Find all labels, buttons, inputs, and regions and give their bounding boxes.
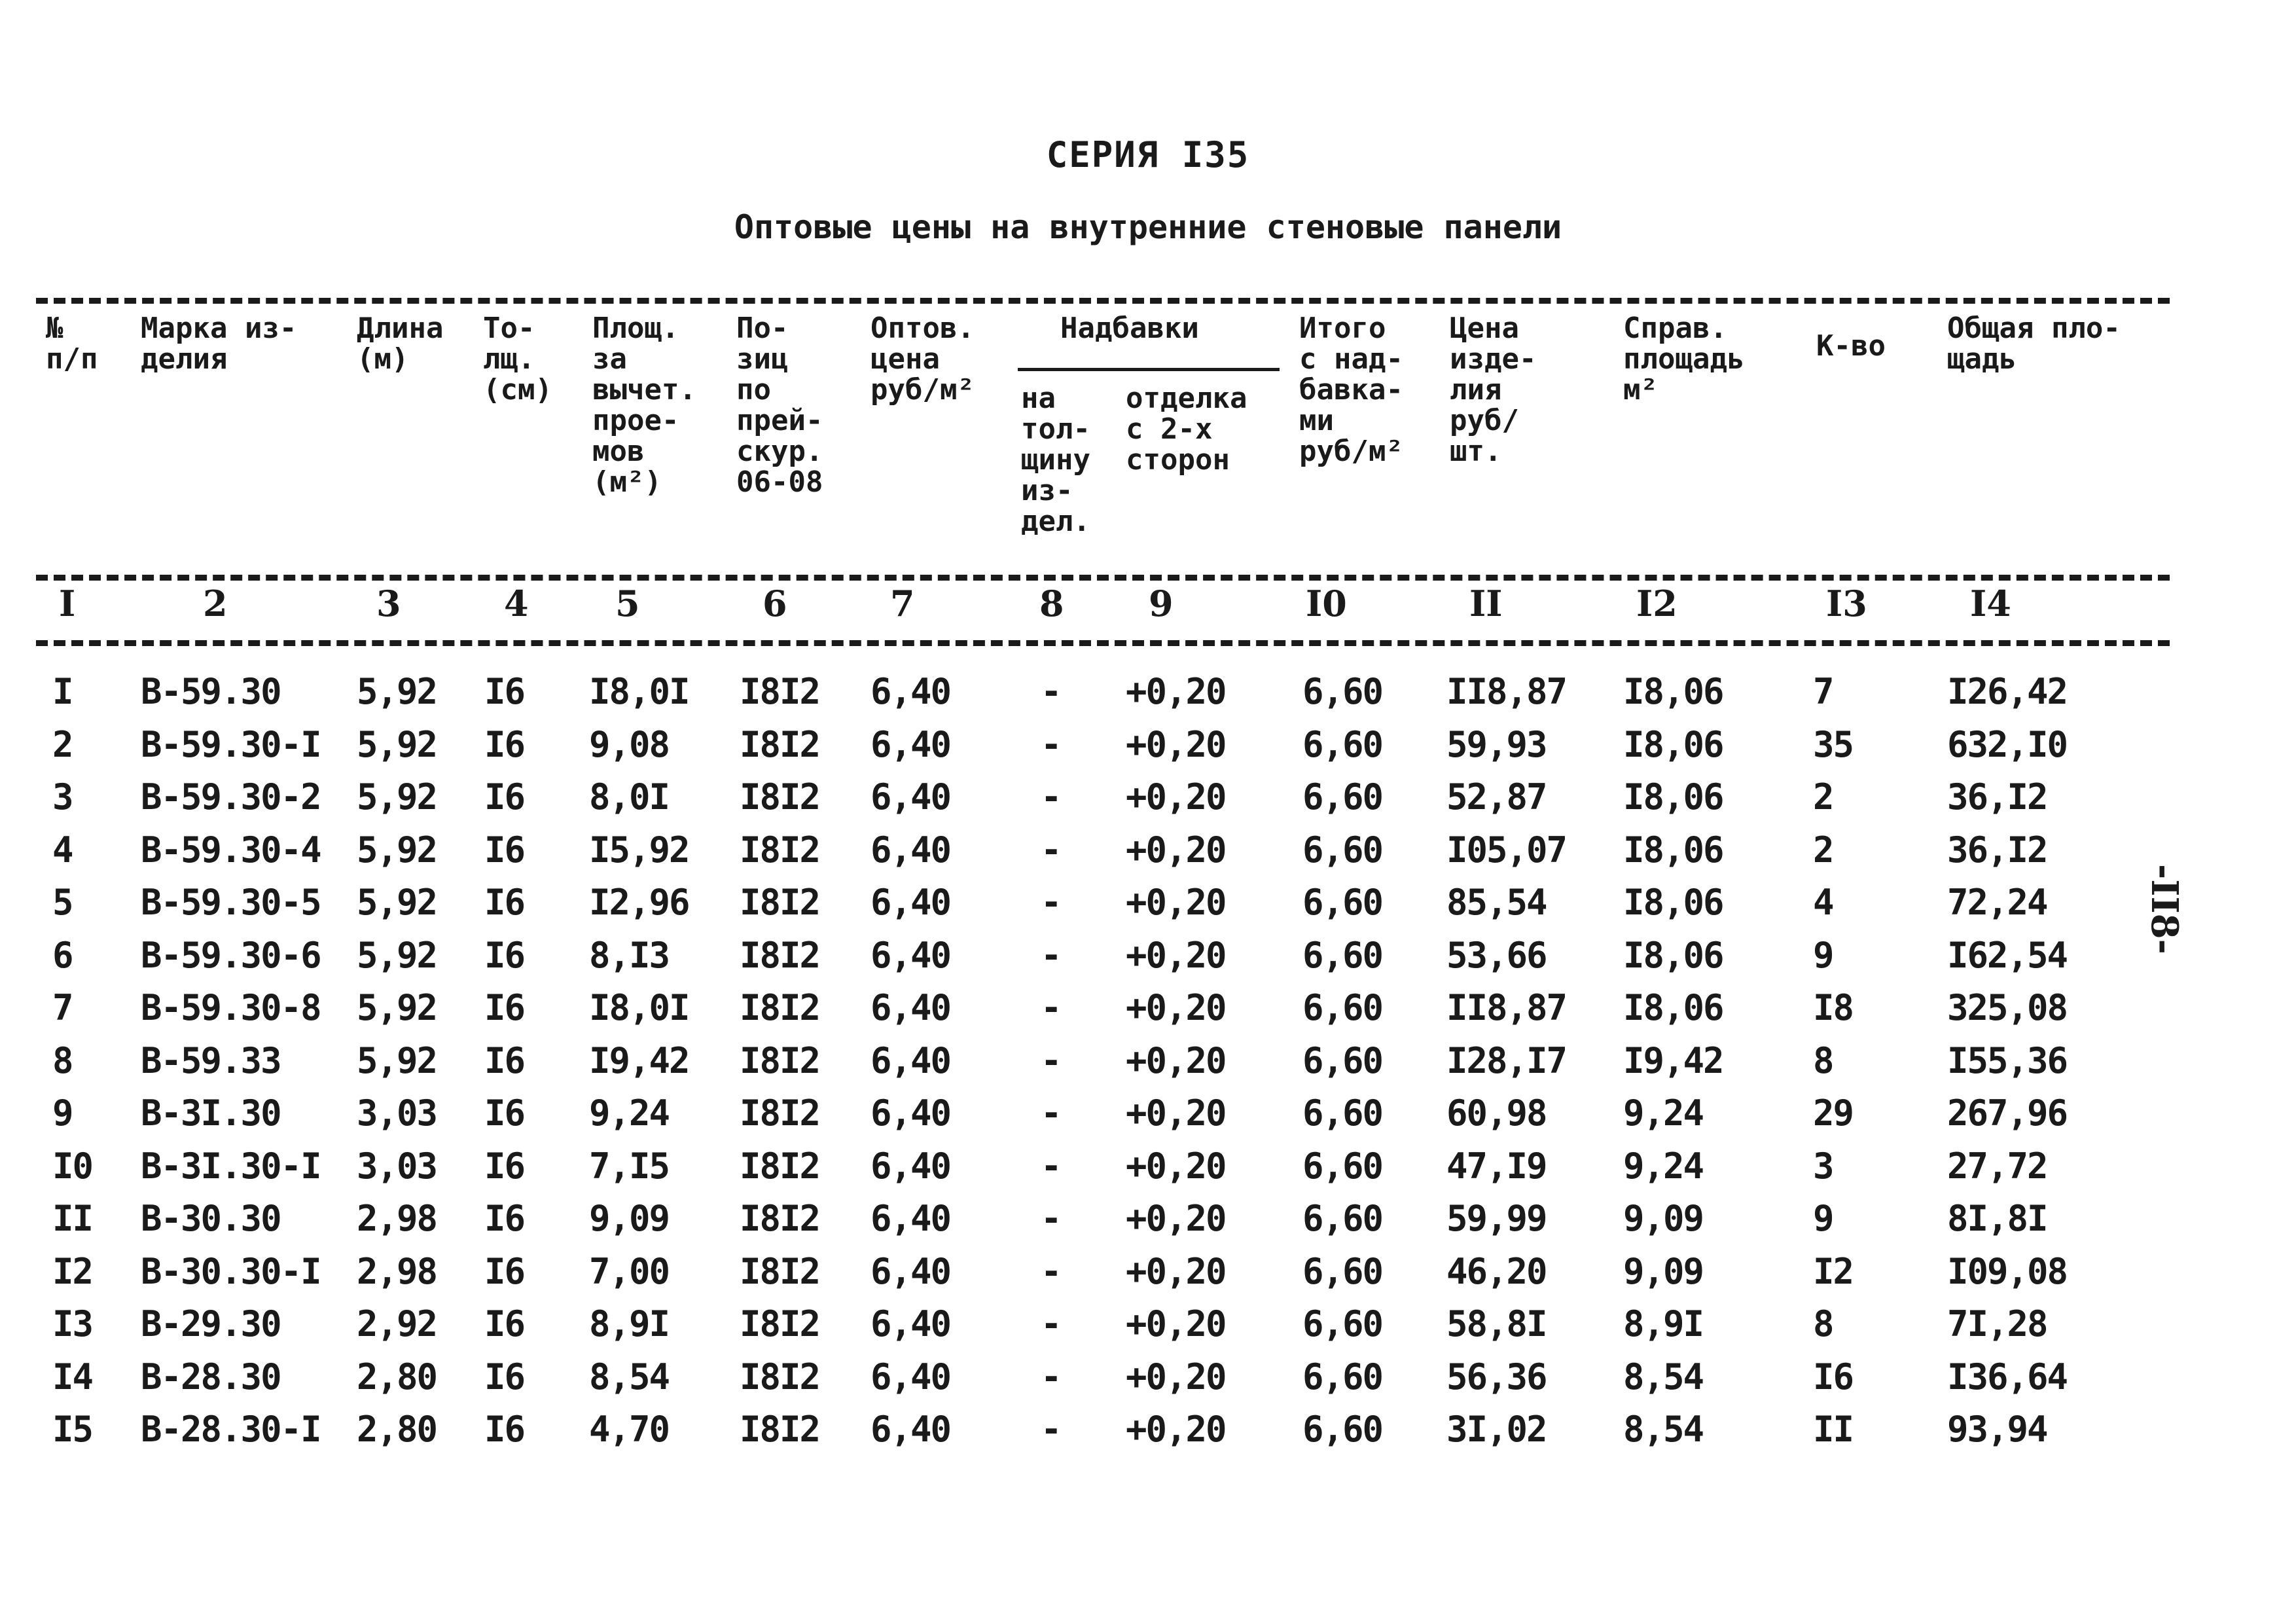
table-cell: -	[1041, 987, 1061, 1028]
table-cell: В-59.30-8	[141, 987, 321, 1028]
table-cell: 6,40	[870, 671, 951, 712]
table-cell: 6,60	[1302, 671, 1383, 712]
table-cell: -	[1041, 1198, 1061, 1239]
table-cell: I8I2	[740, 1250, 820, 1292]
table-cell: II	[52, 1198, 93, 1239]
table-cell: В-59.30-I	[141, 723, 321, 765]
table-cell: I6	[484, 882, 525, 923]
page-number: -II8-	[2143, 864, 2186, 954]
table-cell: 9,08	[589, 723, 670, 765]
table-cell: +0,20	[1126, 1356, 1226, 1398]
col-number: I3	[1826, 583, 1867, 624]
table-cell: 29	[1813, 1092, 1854, 1134]
table-cell: 325,08	[1947, 987, 2068, 1028]
col-header-12: Справ. площадь м²	[1623, 312, 1745, 406]
table-cell: I6	[484, 934, 525, 976]
table-cell: I8I2	[740, 1145, 820, 1187]
table-cell: 5,92	[357, 987, 437, 1028]
table-cell: 3,03	[357, 1092, 437, 1134]
table-cell: 9,24	[589, 1092, 670, 1134]
table-cell: 6,60	[1302, 1145, 1383, 1187]
table-cell: I8	[1813, 987, 1854, 1028]
table-cell: 2	[52, 723, 73, 765]
table-cell: -	[1041, 776, 1061, 818]
table-cell: 59,99	[1446, 1198, 1547, 1239]
table-cell: 4,70	[589, 1409, 670, 1450]
table-cell: 6,60	[1302, 1198, 1383, 1239]
table-cell: I36,64	[1947, 1356, 2068, 1398]
table-cell: I4	[52, 1356, 93, 1398]
table-cell: 6,40	[870, 882, 951, 923]
table-cell: -	[1041, 829, 1061, 871]
table-cell: 8,54	[589, 1356, 670, 1398]
table-cell: I6	[484, 1145, 525, 1187]
table-cell: 8I,8I	[1947, 1198, 2047, 1239]
table-cell: 3	[1813, 1145, 1833, 1187]
table-cell: I26,42	[1947, 671, 2068, 712]
col-number: 3	[376, 583, 401, 624]
table-cell: 6,40	[870, 1409, 951, 1450]
table-cell: 6,60	[1302, 1092, 1383, 1134]
col-header-group-nadbavki: Надбавки	[1060, 312, 1199, 345]
table-cell: I8,06	[1623, 671, 1723, 712]
table-cell: 36,I2	[1947, 776, 2047, 818]
table-cell: I	[52, 671, 73, 712]
table-cell: 6,60	[1302, 1409, 1383, 1450]
table-cell: I8I2	[740, 1198, 820, 1239]
table-cell: 2,92	[357, 1303, 437, 1344]
table-cell: 6,60	[1302, 987, 1383, 1028]
table-cell: +0,20	[1126, 1303, 1226, 1344]
table-cell: 9	[1813, 1198, 1833, 1239]
table-cell: 8,54	[1623, 1356, 1704, 1398]
table-cell: I05,07	[1446, 829, 1567, 871]
table-cell: В-3I.30-I	[141, 1145, 321, 1187]
table-cell: 2,80	[357, 1409, 437, 1450]
table-cell: 6,60	[1302, 1039, 1383, 1081]
table-cell: В-3I.30	[141, 1092, 281, 1134]
table-cell: -	[1041, 934, 1061, 976]
table-cell: I6	[484, 1303, 525, 1344]
table-cell: В-29.30	[141, 1303, 281, 1344]
header-top-rule	[36, 298, 2170, 304]
table-cell: 2,80	[357, 1356, 437, 1398]
table-cell: 5	[52, 882, 73, 923]
table-cell: 9,09	[1623, 1250, 1704, 1292]
table-cell: 93,94	[1947, 1409, 2047, 1450]
table-cell: I2,96	[589, 882, 689, 923]
table-cell: 6,60	[1302, 776, 1383, 818]
table-cell: I6	[484, 776, 525, 818]
table-cell: +0,20	[1126, 671, 1226, 712]
table-cell: -	[1041, 723, 1061, 765]
table-cell: 47,I9	[1446, 1145, 1547, 1187]
table-cell: I8I2	[740, 776, 820, 818]
col-number: 4	[504, 583, 529, 624]
table-cell: I55,36	[1947, 1039, 2068, 1081]
col-header-14: Общая пло- щадь	[1947, 312, 2121, 376]
table-cell: В-59.30-4	[141, 829, 321, 871]
table-cell: В-30.30	[141, 1198, 281, 1239]
table-cell: I6	[484, 1409, 525, 1450]
table-cell: 58,8I	[1446, 1303, 1547, 1344]
table-cell: 4	[52, 829, 73, 871]
table-cell: 6,40	[870, 776, 951, 818]
table-cell: 46,20	[1446, 1250, 1547, 1292]
table-cell: I6	[484, 829, 525, 871]
table-cell: 6,40	[870, 1092, 951, 1134]
col-header-6: По- зиц по прей- скур. 06-08	[736, 312, 823, 499]
table-cell: В-59.30-2	[141, 776, 321, 818]
table-cell: -	[1041, 1145, 1061, 1187]
table-cell: 5,92	[357, 776, 437, 818]
table-cell: I8,06	[1623, 723, 1723, 765]
table-cell: 7	[52, 987, 73, 1028]
table-cell: I62,54	[1947, 934, 2068, 976]
table-cell: 9,09	[589, 1198, 670, 1239]
table-cell: В-28.30	[141, 1356, 281, 1398]
table-cell: I8I2	[740, 1303, 820, 1344]
table-cell: 6,60	[1302, 934, 1383, 976]
table-cell: I8I2	[740, 882, 820, 923]
table-cell: II8,87	[1446, 987, 1567, 1028]
table-cell: I2	[52, 1250, 93, 1292]
table-cell: 2	[1813, 829, 1833, 871]
table-cell: 2,98	[357, 1198, 437, 1239]
table-cell: 6,40	[870, 829, 951, 871]
table-cell: 6,60	[1302, 882, 1383, 923]
col-number: 7	[890, 583, 915, 624]
table-cell: I8I2	[740, 987, 820, 1028]
table-cell: 9,24	[1623, 1092, 1704, 1134]
table-cell: 5,92	[357, 882, 437, 923]
table-cell: I6	[484, 723, 525, 765]
col-number: II	[1469, 583, 1503, 624]
header-bottom-rule	[36, 575, 2170, 581]
col-number: I2	[1636, 583, 1677, 624]
table-cell: В-30.30-I	[141, 1250, 321, 1292]
table-cell: 6,40	[870, 1145, 951, 1187]
table-cell: 6,40	[870, 934, 951, 976]
table-cell: 6,40	[870, 1039, 951, 1081]
col-header-4: То- лщ. (см)	[483, 312, 552, 406]
table-cell: 3I,02	[1446, 1409, 1547, 1450]
col-header-1: № п/п	[46, 312, 98, 376]
col-header-8: на тол- щину из- дел.	[1021, 382, 1090, 538]
table-cell: I6	[1813, 1356, 1854, 1398]
table-cell: 267,96	[1947, 1092, 2068, 1134]
table-cell: +0,20	[1126, 829, 1226, 871]
table-cell: I6	[484, 1356, 525, 1398]
table-cell: +0,20	[1126, 1198, 1226, 1239]
table-cell: 2,98	[357, 1250, 437, 1292]
table-cell: 8,0I	[589, 776, 670, 818]
table-cell: 72,24	[1947, 882, 2047, 923]
table-cell: 9,24	[1623, 1145, 1704, 1187]
table-cell: I0	[52, 1145, 93, 1187]
col-header-10: Итого с над- бавка- ми руб/м²	[1299, 312, 1403, 468]
table-cell: 6,60	[1302, 1250, 1383, 1292]
col-number: 9	[1149, 583, 1174, 624]
table-cell: 7,I5	[589, 1145, 670, 1187]
table-cell: 6,40	[870, 1198, 951, 1239]
col-header-7: Оптов. цена руб/м²	[870, 312, 975, 406]
col-header-9: отделка с 2-х сторон	[1126, 382, 1247, 477]
table-cell: +0,20	[1126, 987, 1226, 1028]
table-cell: 8,54	[1623, 1409, 1704, 1450]
table-cell: 8,9I	[1623, 1303, 1704, 1344]
table-cell: 6,60	[1302, 829, 1383, 871]
table-cell: 4	[1813, 882, 1833, 923]
table-cell: 8	[1813, 1039, 1833, 1081]
table-cell: 53,66	[1446, 934, 1547, 976]
table-cell: I8I2	[740, 934, 820, 976]
table-cell: 9,09	[1623, 1198, 1704, 1239]
col-header-2: Марка из- делия	[141, 312, 297, 376]
table-cell: II8,87	[1446, 671, 1567, 712]
table-cell: 8	[1813, 1303, 1833, 1344]
table-cell: I8I2	[740, 1092, 820, 1134]
table-cell: I3	[52, 1303, 93, 1344]
table-cell: I8I2	[740, 1409, 820, 1450]
table-cell: I6	[484, 671, 525, 712]
table-cell: I5	[52, 1409, 93, 1450]
col-header-13: К-во	[1816, 329, 1886, 363]
table-cell: I8,06	[1623, 882, 1723, 923]
nadbavki-rule	[1018, 368, 1280, 371]
col-header-3: Длина (м)	[357, 312, 444, 376]
table-cell: 27,72	[1947, 1145, 2047, 1187]
table-cell: 35	[1813, 723, 1854, 765]
table-cell: I8,06	[1623, 829, 1723, 871]
table-cell: 5,92	[357, 723, 437, 765]
table-cell: 3,03	[357, 1145, 437, 1187]
table-cell: 7	[1813, 671, 1833, 712]
col-header-11: Цена изде- лия руб/ шт.	[1450, 312, 1537, 468]
table-cell: 7I,28	[1947, 1303, 2047, 1344]
table-cell: 632,I0	[1947, 723, 2068, 765]
table-cell: I5,92	[589, 829, 689, 871]
col-number: 6	[762, 583, 787, 624]
col-number: I4	[1970, 583, 2011, 624]
table-cell: I6	[484, 1039, 525, 1081]
table-cell: I9,42	[1623, 1039, 1723, 1081]
table-cell: 9	[52, 1092, 73, 1134]
colnum-bottom-rule	[36, 640, 2170, 646]
table-cell: В-59.30-6	[141, 934, 321, 976]
col-header-5: Площ. за вычет. прое- мов (м²)	[592, 312, 696, 499]
table-cell: 85,54	[1446, 882, 1547, 923]
table-cell: +0,20	[1126, 723, 1226, 765]
table-cell: 6,40	[870, 723, 951, 765]
table-cell: 8,9I	[589, 1303, 670, 1344]
table-cell: I2	[1813, 1250, 1854, 1292]
table-cell: I6	[484, 1250, 525, 1292]
table-cell: -	[1041, 1092, 1061, 1134]
table-cell: -	[1041, 1303, 1061, 1344]
table-cell: 3	[52, 776, 73, 818]
table-cell: 5,92	[357, 829, 437, 871]
table-cell: 8,I3	[589, 934, 670, 976]
table-cell: I8I2	[740, 829, 820, 871]
table-cell: 6,60	[1302, 1303, 1383, 1344]
table-cell: I8I2	[740, 1356, 820, 1398]
table-cell: 6,60	[1302, 1356, 1383, 1398]
table-cell: 56,36	[1446, 1356, 1547, 1398]
table-cell: I8I2	[740, 723, 820, 765]
table-cell: I8,06	[1623, 934, 1723, 976]
table-cell: В-28.30-I	[141, 1409, 321, 1450]
table-cell: I8,0I	[589, 671, 689, 712]
table-cell: II	[1813, 1409, 1854, 1450]
table-cell: 5,92	[357, 671, 437, 712]
table-cell: I8,06	[1623, 776, 1723, 818]
table-cell: I8,06	[1623, 987, 1723, 1028]
col-number: 5	[615, 583, 640, 624]
table-cell: +0,20	[1126, 1092, 1226, 1134]
table-cell: 5,92	[357, 934, 437, 976]
table-cell: -	[1041, 671, 1061, 712]
table-cell: 52,87	[1446, 776, 1547, 818]
table-cell: I6	[484, 1198, 525, 1239]
table-cell: +0,20	[1126, 1145, 1226, 1187]
table-cell: В-59.30-5	[141, 882, 321, 923]
table-cell: +0,20	[1126, 1250, 1226, 1292]
table-cell: -	[1041, 882, 1061, 923]
table-cell: I28,I7	[1446, 1039, 1567, 1081]
table-cell: 2	[1813, 776, 1833, 818]
table-cell: 6,40	[870, 1356, 951, 1398]
table-cell: +0,20	[1126, 776, 1226, 818]
table-cell: I8I2	[740, 671, 820, 712]
col-number: 8	[1039, 583, 1064, 624]
table-cell: 6	[52, 934, 73, 976]
table-cell: +0,20	[1126, 934, 1226, 976]
table-cell: В-59.33	[141, 1039, 281, 1081]
table-cell: -	[1041, 1039, 1061, 1081]
table-cell: -	[1041, 1409, 1061, 1450]
table-cell: I9,42	[589, 1039, 689, 1081]
table-cell: I6	[484, 1092, 525, 1134]
col-number: 2	[203, 583, 228, 624]
table-cell: -	[1041, 1250, 1061, 1292]
table-cell: -	[1041, 1356, 1061, 1398]
table-cell: I8,0I	[589, 987, 689, 1028]
table-cell: 5,92	[357, 1039, 437, 1081]
table-cell: I8I2	[740, 1039, 820, 1081]
table-cell: 8	[52, 1039, 73, 1081]
table-cell: 6,40	[870, 1250, 951, 1292]
col-number: I	[59, 583, 76, 624]
table-cell: I09,08	[1947, 1250, 2068, 1292]
table-cell: I6	[484, 987, 525, 1028]
table-cell: +0,20	[1126, 1409, 1226, 1450]
table-cell: 6,40	[870, 987, 951, 1028]
table-cell: 6,40	[870, 1303, 951, 1344]
table-cell: 60,98	[1446, 1092, 1547, 1134]
table-cell: 6,60	[1302, 723, 1383, 765]
table-cell: +0,20	[1126, 1039, 1226, 1081]
table-title: Оптовые цены на внутренние стеновые панели	[734, 208, 1562, 246]
table-cell: В-59.30	[141, 671, 281, 712]
table-cell: 36,I2	[1947, 829, 2047, 871]
col-number: I0	[1306, 583, 1347, 624]
table-cell: +0,20	[1126, 882, 1226, 923]
table-cell: 9	[1813, 934, 1833, 976]
table-cell: 59,93	[1446, 723, 1547, 765]
table-cell: 7,00	[589, 1250, 670, 1292]
series-heading: СЕРИЯ I35	[1046, 134, 1250, 175]
